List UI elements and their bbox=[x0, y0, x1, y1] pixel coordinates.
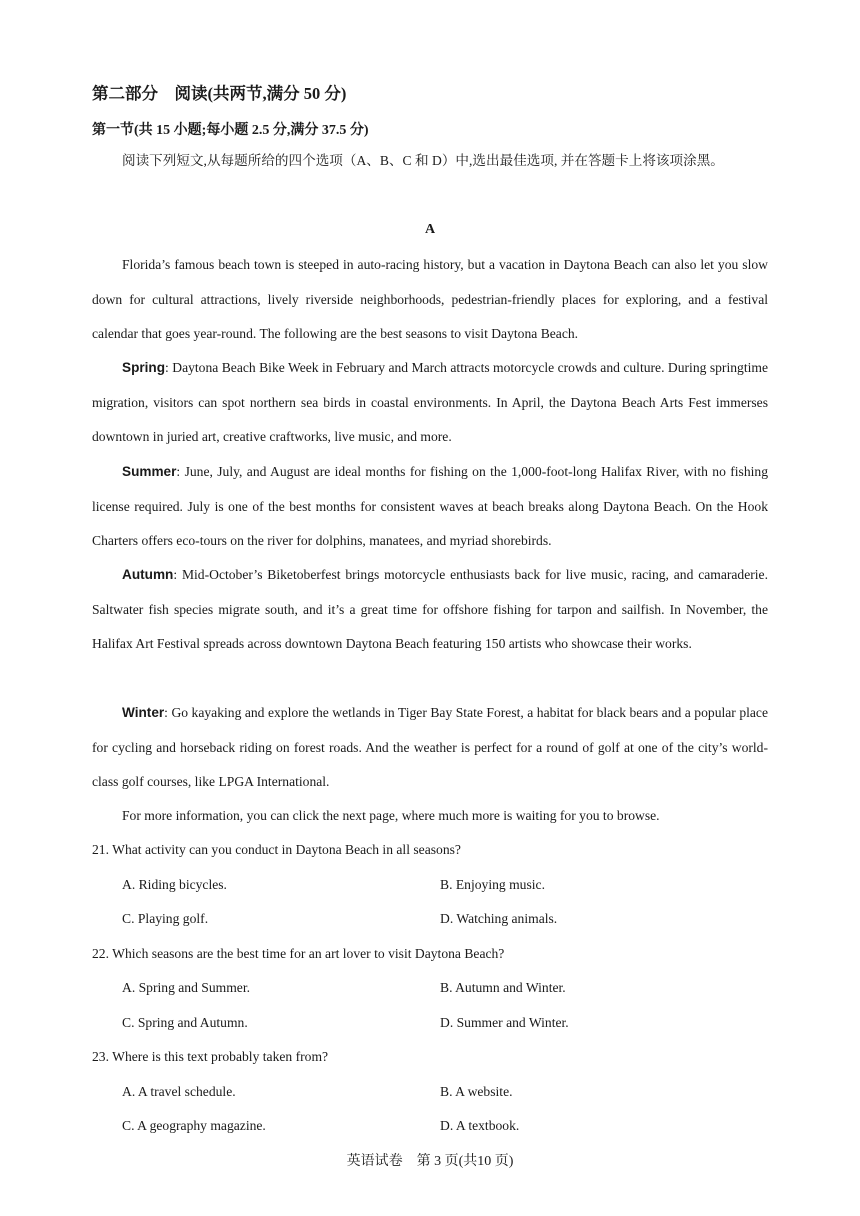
paragraph-spring: Spring: Daytona Beach Bike Week in February and March attracts motorcycle crowds and culture. During springtime migration, visitors can spot northern sea birds in coastal environments. In April, the Daytona Beach Arts Fest immerses downtown in juried art, creative craftworks, live music, and more. bbox=[92, 360, 768, 444]
passage-intro: Florida’s famous beach town is steeped in auto-racing history, but a vacation in Daytona Beach can also let you slow down for cultural attractions, lively riverside neighborhoods, pedestrian-friendly places for exploring, and a festival calendar that goes year-round. The following are the best seasons to visit Daytona Beach. bbox=[92, 257, 768, 341]
autumn-text: Mid-October’s Biketoberfest brings motorcycle enthusiasts back for live music, racing, and camaraderie. Saltwater fish species migrate south, and it’s a great time for offshore fishing for tarpon and sailfish. In November, the Halifax Art Festival spreads across downtown Daytona Beach featuring 150 artists who showcase their works. bbox=[92, 567, 768, 651]
option-b: B. Enjoying music. bbox=[440, 877, 545, 892]
winter-label: Winter bbox=[122, 705, 165, 720]
page-footer: 英语试卷 第 3 页(共10 页) bbox=[346, 1154, 514, 1169]
option-d: D. Watching animals. bbox=[440, 911, 558, 926]
option-a: A. Spring and Summer. bbox=[122, 980, 251, 995]
spring-label: Spring bbox=[122, 360, 166, 375]
instructions: 阅读下列短文,从每题所给的四个选项（A、B、C 和 D）中,选出最佳选项, 并在答题卡上将该项涂黑。 bbox=[122, 153, 724, 168]
option-b: B. Autumn and Winter. bbox=[440, 980, 566, 995]
winter-text: Go kayaking and explore the wetlands in Tiger Bay State Forest, a habitat for black bears and a popular place for cycling and horseback riding on forest roads. And the weather is perfect for a round of golf at one of the city’s world-class golf courses, like LPGA International. bbox=[92, 705, 768, 789]
spring-text: Daytona Beach Bike Week in February and March attracts motorcycle crowds and culture. During springtime migration, visitors can spot northern sea birds in coastal environments. In April, the Daytona Beach Arts Fest immerses downtown in juried art, creative craftworks, live music, and more. bbox=[92, 360, 768, 444]
summer-label: Summer bbox=[122, 464, 177, 479]
question-stem: 22. Which seasons are the best time for an art lover to visit Daytona Beach? bbox=[92, 946, 505, 961]
passage-closing: For more information, you can click the next page, where much more is waiting for you to browse. bbox=[122, 808, 660, 823]
paragraph-winter: Winter: Go kayaking and explore the wetlands in Tiger Bay State Forest, a habitat for black bears and a popular place for cycling and horseback riding on forest roads. And the weather is perfect for a round of golf at one of the city’s world-class golf courses, like LPGA International. bbox=[92, 705, 768, 789]
option-c: C. Playing golf. bbox=[122, 911, 209, 926]
option-a: A. A travel schedule. bbox=[122, 1084, 236, 1099]
section-title: 第二部分 阅读(共两节,满分 50 分) bbox=[92, 84, 347, 103]
option-c: C. Spring and Autumn. bbox=[122, 1015, 248, 1030]
option-b: B. A website. bbox=[440, 1084, 513, 1099]
paragraph-summer: Summer: June, July, and August are ideal months for fishing on the 1,000-foot-long Halifax River, with no fishing license required. July is one of the best months for consistent waves at beach breaks along Daytona Beach. On the Hook Charters offers eco-tours on the river for dolphins, manatees, and myriad shorebirds. bbox=[92, 464, 768, 548]
option-c: C. A geography magazine. bbox=[122, 1118, 266, 1133]
paragraph-autumn: Autumn: Mid-October’s Biketoberfest brings motorcycle enthusiasts back for live music, racing, and camaraderie. Saltwater fish species migrate south, and it’s a great time for offshore fishing for tarpon and sailfish. In November, the Halifax Art Festival spreads across downtown Daytona Beach featuring 150 artists who showcase their works. bbox=[92, 567, 768, 651]
question-stem: 23. Where is this text probably taken from? bbox=[92, 1049, 329, 1064]
section-subtitle: 第一节(共 15 小题;每小题 2.5 分,满分 37.5 分) bbox=[92, 123, 369, 138]
question-stem: 21. What activity can you conduct in Daytona Beach in all seasons? bbox=[92, 842, 461, 857]
option-a: A. Riding bicycles. bbox=[122, 877, 227, 892]
option-d: D. A textbook. bbox=[440, 1118, 520, 1133]
autumn-label: Autumn bbox=[122, 567, 174, 582]
passage-letter: A bbox=[424, 222, 436, 237]
summer-text: June, July, and August are ideal months for fishing on the 1,000-foot-long Halifax River, with no fishing license required. July is one of the best months for consistent waves at beach breaks along Daytona Beach. On the Hook Charters offers eco-tours on the river for dolphins, manatees, and myriad shorebirds. bbox=[92, 464, 768, 548]
option-d: D. Summer and Winter. bbox=[440, 1015, 569, 1030]
